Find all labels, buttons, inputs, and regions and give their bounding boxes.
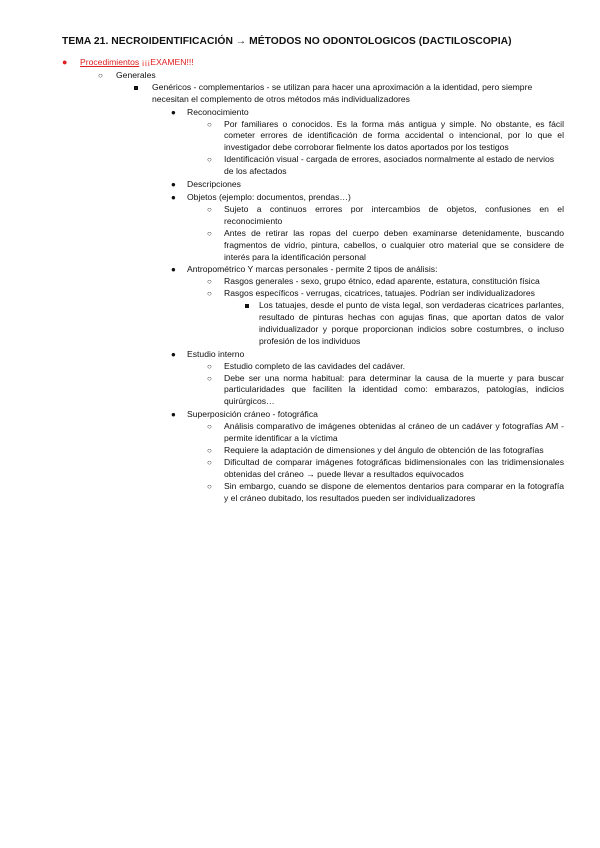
list-item: ○ Sujeto a continuos errores por intercambios de objetos, confusiones en el reconocimiento xyxy=(207,203,564,226)
bullet-disc-icon: ● xyxy=(62,57,68,67)
list-item-objetos: ● Objetos (ejemplo: documentos, prendas…) xyxy=(171,191,351,202)
page-title: TEMA 21. NECROIDENTIFICACIÓN → MÉTODOS NO ODONTOLOGICOS (DACTILOSCOPIA) xyxy=(62,36,512,47)
bullet-square-icon xyxy=(245,304,249,308)
bullet-circle-icon: ○ xyxy=(207,457,212,467)
list-item: ○ Sin embargo, cuando se dispone de elementos dentarios para comparar en la fotografía y el cráneo dubitado, los resultados pueden ser individualizadores xyxy=(207,480,564,503)
list-item-procedimientos xyxy=(62,57,564,69)
bullet-disc-icon: ● xyxy=(171,265,176,275)
bullet-disc-icon: ● xyxy=(171,349,176,359)
list-item-antropometrico: ● Antropométrico Y marcas personales - permite 2 tipos de análisis: xyxy=(171,264,438,275)
bullet-disc-icon: ● xyxy=(171,180,176,190)
bullet-circle-icon: ○ xyxy=(207,277,212,287)
list-item: ○ Estudio completo de las cavidades del cadáver. xyxy=(207,360,406,371)
list-item: ○ Rasgos generales - sexo, grupo étnico, edad aparente, estatura, constitución física xyxy=(207,276,540,287)
list-item: ○ Por familiares o conocidos. Es la forma más antigua y simple. No obstante, es fácil cometer errores de identificación de forma accidental o intencional, por lo que el investigador debe corroborar fielmente los datos aportados por los testigos xyxy=(207,118,564,153)
bullet-circle-icon: ○ xyxy=(207,422,212,432)
bullet-disc-icon: ● xyxy=(171,192,176,202)
list-item-estudio-interno: ● Estudio interno xyxy=(171,348,245,359)
bullet-circle-icon: ○ xyxy=(207,373,212,383)
outline xyxy=(62,57,564,505)
bullet-circle-icon: ○ xyxy=(207,289,212,299)
bullet-circle-icon: ○ xyxy=(98,70,103,80)
bullet-circle-icon: ○ xyxy=(207,204,212,214)
bullet-circle-icon: ○ xyxy=(207,446,212,455)
list-item-tatuajes: Los tatuajes, desde el punto de vista legal, son verdaderas cicatrices parlantes, resultado de pinturas hechas con agujas finas, que aportan datos de valor individualizador y porque proporcionan indicios sobre costumbres, o incluso profesión de los individuos xyxy=(62,300,564,348)
list-item: ○ Requiere la adaptación de dimensiones y del ángulo de obtención de las fotografías xyxy=(207,445,544,455)
list-item-generales: ○ Generales xyxy=(98,69,156,80)
list-item-reconocimiento: ● Reconocimiento xyxy=(171,106,249,117)
list-item: ○ Análisis comparativo de imágenes obtenidas al cráneo de un cadáver y fotografías AM - permite identificar a la víctima xyxy=(207,421,564,444)
list-item-genericos: Genéricos - complementarios - se utilizan para hacer una aproximación a la identidad, pero siempre necesitan el complemento de otros métodos más individualizadores xyxy=(62,82,564,106)
bullet-circle-icon: ○ xyxy=(207,155,212,165)
bullet-disc-icon: ● xyxy=(171,107,176,117)
list-item: ○ Debe ser una norma habitual: para determinar la causa de la muerte y para buscar particularidades que faciliten la identidad como: embarazos, patologías, indicios quirúrgicos… xyxy=(207,372,564,407)
bullet-disc-icon: ● xyxy=(171,410,176,420)
bullet-square-icon xyxy=(134,86,138,90)
bullet-circle-icon: ○ xyxy=(207,119,212,129)
bullet-circle-icon: ○ xyxy=(207,481,212,491)
exam-note: ¡¡¡EXAMEN!!! xyxy=(139,57,194,67)
bullet-circle-icon: ○ xyxy=(207,361,212,371)
procedimientos-link[interactable]: Procedimientos xyxy=(80,57,140,67)
list-item: ○ Identificación visual - cargada de errores, asociados normalmente al estado de nervios de los afectados xyxy=(207,154,555,177)
list-item: ○ Dificultad de comparar imágenes fotográficas bidimensionales con las tridimensionales obtenidas del cráneo → puede llevar a resultados equivocados xyxy=(207,456,564,479)
bullet-circle-icon: ○ xyxy=(207,228,212,238)
list-item-superposicion: ● Superposición cráneo - fotográfica xyxy=(171,409,318,420)
list-item: ○ Antes de retirar las ropas del cuerpo deben examinarse detenidamente, buscando fragmentos de vidrio, pintura, cabellos, o cualquier otro material que se considere de interés para la identificación personal xyxy=(207,227,564,262)
list-item-descripciones: ● Descripciones xyxy=(171,179,241,190)
list-item: ○ Rasgos específicos - verrugas, cicatrices, tatuajes. Podrían ser individualizadores xyxy=(207,288,535,299)
